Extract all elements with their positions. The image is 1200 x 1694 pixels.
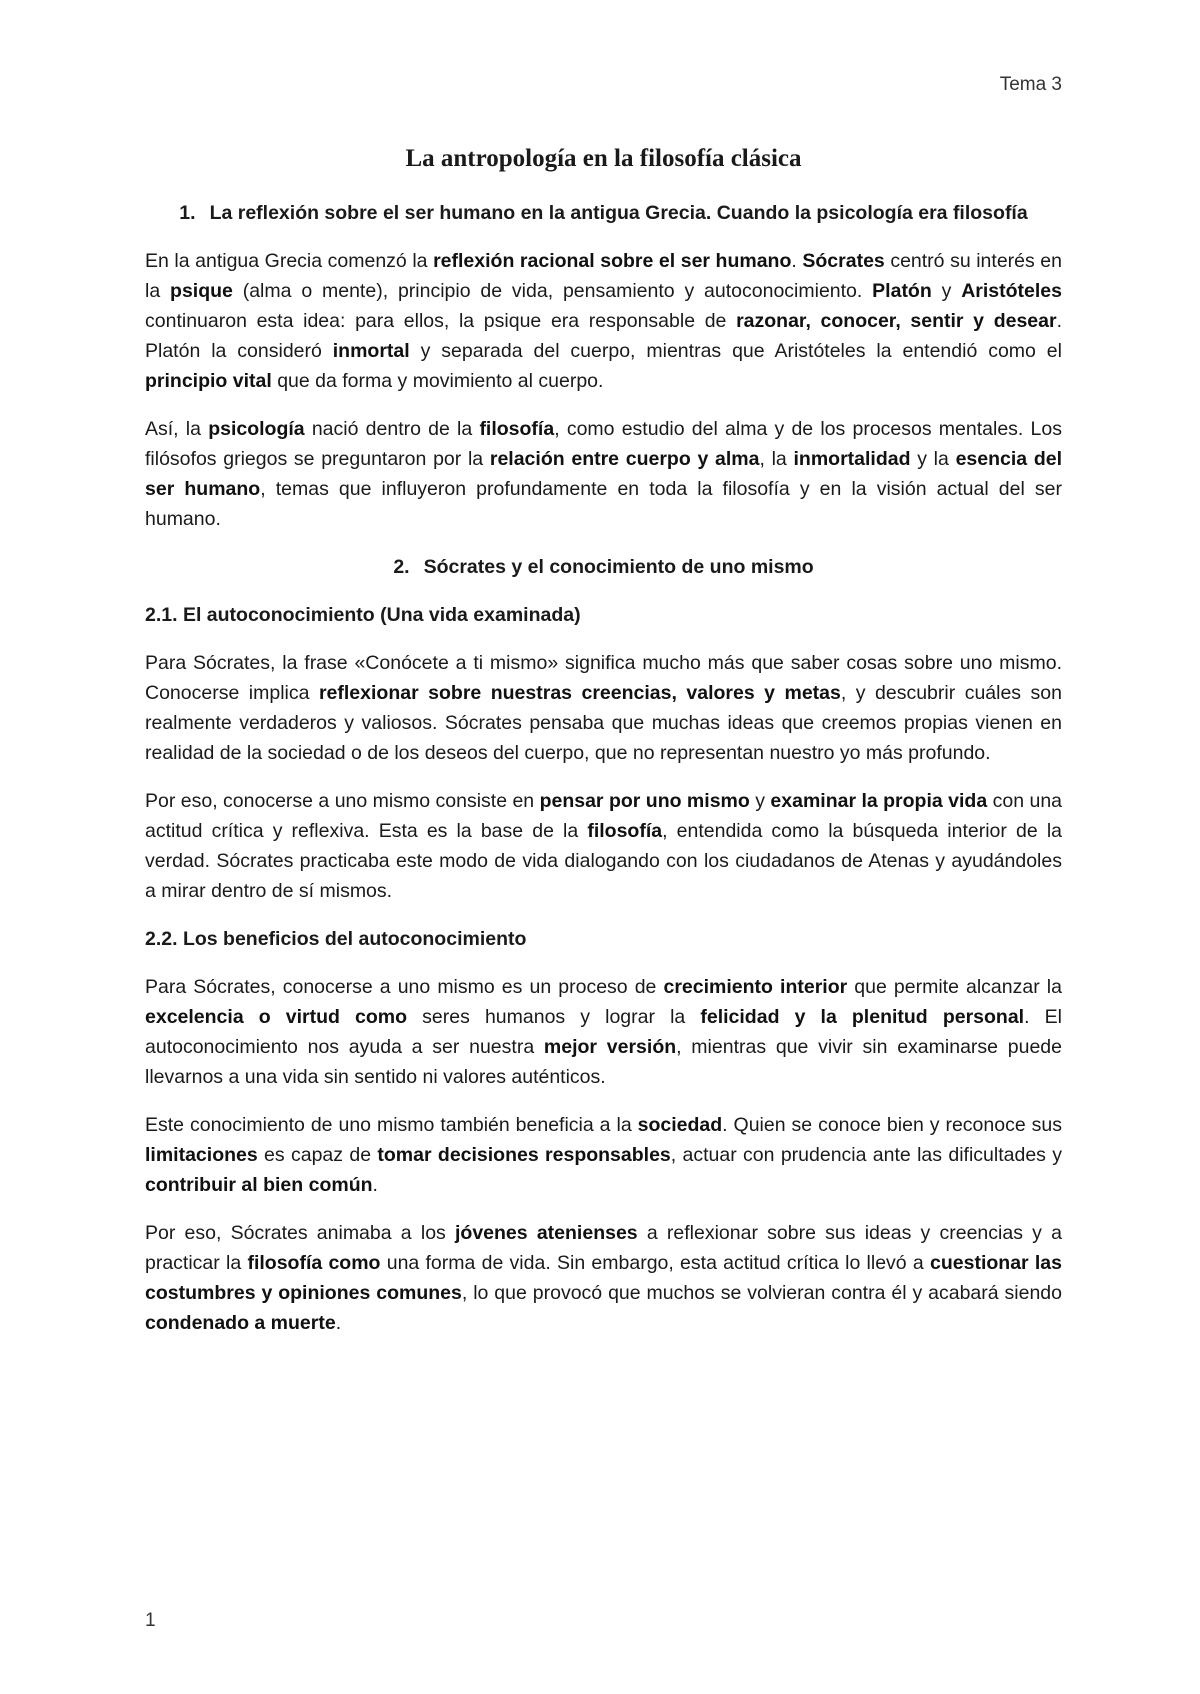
text-run: , la — [759, 448, 794, 470]
text-run: nació dentro de la — [304, 418, 480, 440]
section-1-heading — [145, 198, 1062, 228]
paragraph — [145, 1110, 1062, 1200]
text-run: es capaz de — [257, 1144, 378, 1166]
text-run: , entendida como la búsqueda interior de la verdad. Sócrates practicaba este modo de vida dialogando con los ciudadanos de Atenas y ayudándoles a mirar dentro de sí mismos. — [145, 820, 1062, 902]
subsection-2-2-heading: 2.2. Los beneficios del autoconocimiento — [145, 928, 527, 950]
text-run: continuaron esta idea: para ellos, la psique era responsable de — [145, 310, 737, 332]
text-run: Este conocimiento de uno mismo también beneficia a la — [145, 1114, 638, 1136]
paragraph — [145, 786, 1062, 906]
document-content — [145, 142, 1062, 1356]
bold-term: pensar por uno mismo — [539, 790, 750, 812]
page-header-topic: Tema 3 — [999, 74, 1062, 95]
text-run: y separada del cuerpo, mientras que Aristóteles la entendió como el — [409, 340, 1062, 362]
bold-term: reflexión racional sobre el ser humano — [433, 250, 792, 272]
text-run: Para Sócrates, conocerse a uno mismo es un proceso de — [145, 976, 664, 998]
bold-term: Sócrates — [802, 250, 885, 272]
bold-term: filosofía — [587, 820, 663, 842]
text-run: y la — [910, 448, 956, 470]
paragraph — [145, 1218, 1062, 1338]
bold-term: esencia del ser humano — [145, 448, 1062, 500]
bold-term: filosofía — [479, 418, 555, 440]
bold-term: Platón — [872, 280, 932, 302]
text-run: y — [749, 790, 771, 812]
document-title: La antropología en la filosofía clásica — [405, 145, 802, 172]
paragraph — [145, 648, 1062, 768]
text-run: . Quien se conoce bien y reconoce sus — [722, 1114, 1062, 1136]
text-run: centró su interés en la — [145, 250, 1062, 302]
bold-term: mejor versión — [543, 1036, 677, 1058]
text-run: . — [372, 1174, 378, 1196]
paragraph — [145, 246, 1062, 396]
bold-term: felicidad y la plenitud personal — [700, 1006, 1025, 1028]
subsection-2-1-heading: 2.1. El autoconocimiento (Una vida examinada) — [145, 604, 581, 626]
bold-term: cuestionar las costumbres y opiniones comunes — [145, 1252, 1062, 1304]
text-run: , lo que provocó que muchos se volvieran contra él y acabará siendo — [461, 1282, 1062, 1304]
bold-term: principio vital — [145, 370, 272, 392]
bold-term: psique — [170, 280, 233, 302]
section-2-number: 2. — [393, 556, 410, 578]
bold-term: psicología — [208, 418, 305, 440]
text-run: , y descubrir cuáles son realmente verdaderos y valiosos. Sócrates pensaba que muchas ideas que creemos propias vienen en realidad de la sociedad o de los deseos del cuerpo, que no representan nuestro yo más profundo. — [145, 682, 1062, 764]
bold-term: condenado a muerte — [145, 1312, 336, 1334]
section-1-number: 1. — [179, 202, 196, 224]
bold-term: inmortal — [332, 340, 410, 362]
section-2-heading-text: Sócrates y el conocimiento de uno mismo — [423, 556, 814, 578]
text-run: . El autoconocimiento nos ayuda a ser nuestra — [145, 1006, 1062, 1058]
text-run: que da forma y movimiento al cuerpo. — [271, 370, 604, 392]
bold-term: razonar, conocer, sentir y desear — [736, 310, 1057, 332]
page-number: 1 — [145, 1610, 156, 1631]
text-run: . — [791, 250, 803, 272]
text-run: En la antigua Grecia comenzó la — [145, 250, 434, 272]
text-run: una forma de vida. Sin embargo, esta actitud crítica lo llevó a — [380, 1252, 931, 1274]
text-run: , como estudio del alma y de los procesos mentales. Los filósofos griegos se preguntaron por la — [145, 418, 1062, 470]
paragraph — [145, 972, 1062, 1092]
paragraph — [145, 414, 1062, 534]
text-run: Por eso, conocerse a uno mismo consiste en — [145, 790, 540, 812]
bold-term: filosofía como — [247, 1252, 381, 1274]
bold-term: limitaciones — [145, 1144, 258, 1166]
section-2-heading — [145, 552, 1062, 582]
text-run: a reflexionar sobre sus ideas y creencias y a practicar la — [145, 1222, 1062, 1274]
text-run: . — [335, 1312, 342, 1334]
text-run: . Platón la consideró — [145, 310, 1062, 362]
text-run: Por eso, Sócrates animaba a los — [145, 1222, 455, 1244]
bold-term: excelencia o virtud como — [145, 1006, 408, 1028]
text-run: que permite alcanzar la — [847, 976, 1062, 998]
bold-term: reflexionar sobre nuestras creencias, valores y metas — [318, 682, 841, 704]
text-run: seres humanos y lograr la — [407, 1006, 701, 1028]
section-1-heading-text: La reflexión sobre el ser humano en la antigua Grecia. Cuando la psicología era filosofía — [209, 202, 1028, 224]
bold-term: inmortalidad — [793, 448, 911, 470]
text-run: Así, la — [145, 418, 209, 440]
text-run: Para Sócrates, la frase «Conócete a ti mismo» significa mucho más que saber cosas sobre uno mismo. Conocerse implica — [145, 652, 1062, 704]
bold-term: contribuir al bien común — [145, 1174, 373, 1196]
bold-term: jóvenes atenienses — [455, 1222, 638, 1244]
text-run: , temas que influyeron profundamente en toda la filosofía y en la visión actual del ser humano. — [145, 478, 1062, 530]
bold-term: tomar decisiones responsables — [377, 1144, 671, 1166]
bold-term: Aristóteles — [961, 280, 1062, 302]
text-run: (alma o mente), principio de vida, pensamiento y autoconocimiento. — [232, 280, 873, 302]
text-run: y — [931, 280, 962, 302]
text-run: , actuar con prudencia ante las dificultades y — [670, 1144, 1063, 1166]
bold-term: sociedad — [637, 1114, 723, 1136]
bold-term: crecimiento interior — [663, 976, 848, 998]
text-run: con una actitud crítica y reflexiva. Esta es la base de la — [145, 790, 1063, 842]
bold-term: examinar la propia vida — [770, 790, 988, 812]
text-run: , mientras que vivir sin examinarse puede llevarnos a una vida sin sentido ni valores auténticos. — [145, 1036, 1062, 1088]
bold-term: relación entre cuerpo y alma — [489, 448, 760, 470]
